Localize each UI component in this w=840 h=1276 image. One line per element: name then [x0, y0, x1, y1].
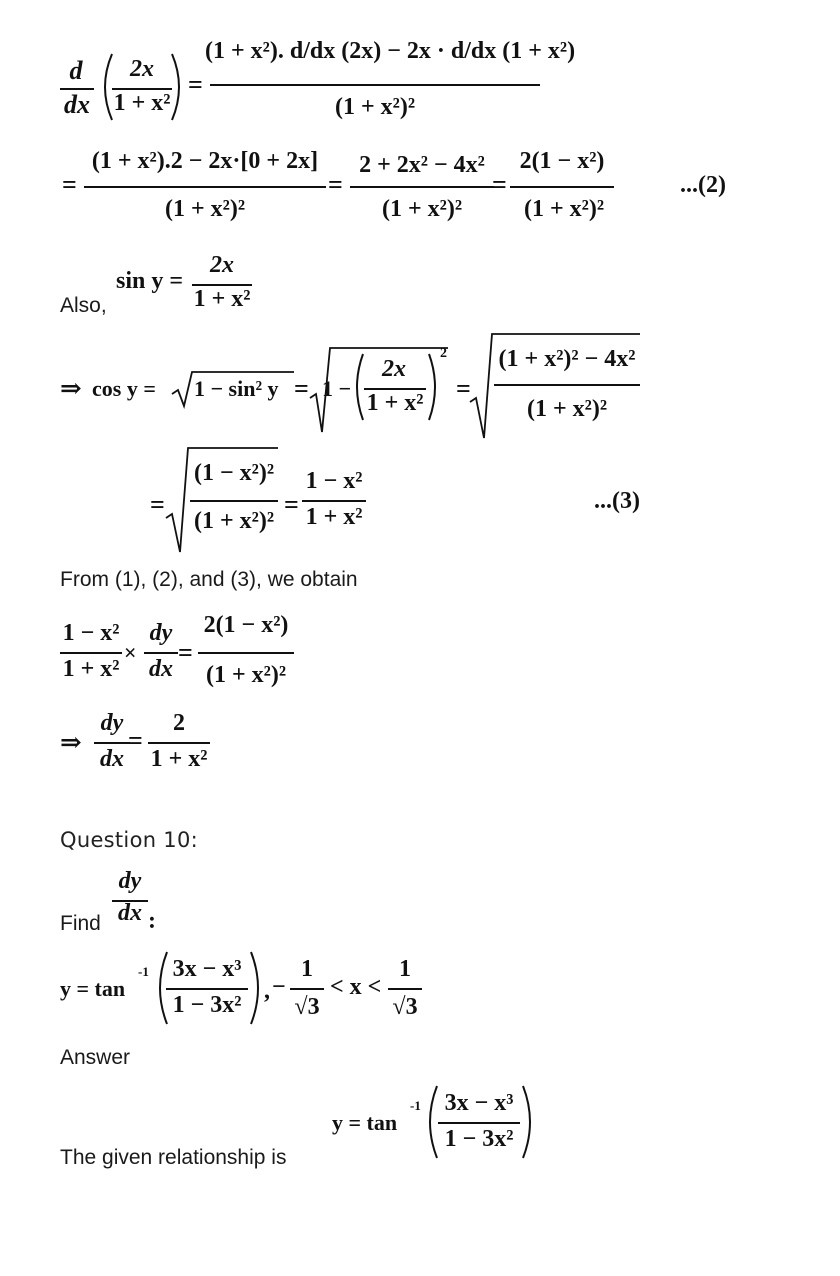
- inner-fraction-denominator: 1 + x²: [113, 90, 171, 116]
- find-label: Find: [60, 912, 101, 935]
- answer-label: Answer: [60, 1046, 131, 1069]
- equals-sign: =: [284, 490, 299, 519]
- dx-denominator: dx: [100, 746, 124, 772]
- fraction-bar: [510, 186, 614, 188]
- right-bound-numerator: 1: [399, 956, 411, 982]
- equation-tag-3: ...(3): [594, 488, 640, 514]
- rhs-denominator: (1 + x²)²: [334, 94, 416, 120]
- radicand-2-prefix: 1 −: [322, 376, 352, 401]
- inequality: < x <: [330, 974, 382, 1000]
- result-denominator: 1 + x²: [150, 746, 208, 772]
- step-fraction-2-numerator: 2 + 2x² − 4x²: [359, 152, 485, 178]
- minus-sign: −: [272, 974, 286, 1000]
- sin-denominator: 1 + x²: [193, 286, 251, 312]
- fraction-bar: [290, 988, 324, 990]
- equals-sign: =: [294, 374, 309, 403]
- comma: ,: [264, 978, 270, 1004]
- root-denominator: (1 + x²)²: [193, 508, 275, 534]
- also-label: Also,: [60, 294, 107, 317]
- fraction-a-denominator: 1 + x²: [62, 656, 120, 682]
- inverse-exponent: -1: [410, 1098, 421, 1113]
- right-paren-icon: [426, 352, 442, 422]
- cos-result-denominator: 1 + x²: [305, 504, 363, 530]
- inner-fraction-numerator: 2x: [382, 356, 406, 382]
- colon: :: [148, 908, 156, 934]
- given-relationship-text: The given relationship is: [60, 1146, 287, 1169]
- left-bound-numerator: 1: [301, 956, 313, 982]
- fraction-b-denominator: dx: [149, 656, 173, 682]
- rhs-numerator: (1 + x²). d/dx (2x) − 2x · d/dx (1 + x²): [205, 38, 576, 64]
- radicand-1: 1 − sin² y: [194, 376, 279, 401]
- fraction-bar: [190, 500, 278, 502]
- right-paren-icon: [168, 52, 188, 122]
- y-equals-tan: y = tan: [60, 976, 126, 1001]
- equals-sign: =: [492, 170, 507, 199]
- d-operator-denominator: dx: [64, 90, 90, 119]
- equals-sign: =: [456, 374, 471, 403]
- times-sign: ×: [124, 640, 137, 665]
- cos-result-numerator: 1 − x²: [305, 468, 363, 494]
- from-text: From (1), (2), and (3), we obtain: [60, 568, 358, 591]
- fraction-bar: [94, 742, 130, 744]
- fraction-bar: [350, 186, 494, 188]
- step-fraction-1-numerator: (1 + x²).2 − 2x·[0 + 2x]: [91, 148, 319, 174]
- equals-sign: =: [178, 638, 193, 667]
- inner-fraction-denominator: 1 + x²: [366, 390, 424, 416]
- equals-sign: =: [128, 726, 143, 755]
- right-paren-icon: [520, 1084, 538, 1160]
- fraction-bar: [302, 500, 366, 502]
- fraction-c-numerator: 2(1 − x²): [203, 612, 289, 638]
- exponent-2: 2: [440, 346, 447, 361]
- root-numerator: (1 − x²)²: [193, 460, 275, 486]
- dy-numerator: dy: [100, 710, 124, 736]
- arg-denominator: 1 − 3x²: [172, 992, 242, 1018]
- equals-sign: =: [62, 170, 77, 199]
- dx-denominator: dx: [118, 900, 142, 926]
- right-bound-denominator: √3: [392, 994, 418, 1020]
- fraction-bar: [148, 742, 210, 744]
- equation-tag-2: ...(2): [680, 172, 726, 198]
- fraction-bar: [494, 384, 640, 386]
- radicand-3-numerator: (1 + x²)² − 4x²: [498, 346, 636, 372]
- result-numerator: 2: [173, 710, 185, 736]
- dy-numerator: dy: [118, 868, 142, 894]
- cos-lhs: cos y =: [92, 376, 156, 401]
- fraction-bar: [84, 186, 326, 188]
- sin-lhs: sin y =: [116, 268, 184, 294]
- implies-icon: ⇒: [60, 374, 82, 403]
- fraction-bar: [166, 988, 248, 990]
- arg-numerator: 3x − x³: [444, 1090, 514, 1116]
- fraction-bar: [60, 652, 122, 654]
- inverse-exponent: -1: [138, 964, 149, 979]
- equals-sign: =: [150, 490, 165, 519]
- step-fraction-2-denominator: (1 + x²)²: [381, 196, 463, 222]
- arg-denominator: 1 − 3x²: [444, 1126, 514, 1152]
- radicand-3-denominator: (1 + x²)²: [526, 396, 608, 422]
- fraction-bar: [144, 652, 178, 654]
- fraction-bar: [438, 1122, 520, 1124]
- fraction-c-denominator: (1 + x²)²: [205, 662, 287, 688]
- left-bound-denominator: √3: [294, 994, 320, 1020]
- implies-icon: ⇒: [60, 728, 82, 757]
- step-fraction-1-denominator: (1 + x²)²: [164, 196, 246, 222]
- fraction-bar: [210, 84, 540, 86]
- fraction-bar: [388, 988, 422, 990]
- question-title: Question 10:: [60, 828, 198, 852]
- step-fraction-3-denominator: (1 + x²)²: [523, 196, 605, 222]
- arg-numerator: 3x − x³: [172, 956, 242, 982]
- y-equals-tan: y = tan: [332, 1110, 398, 1135]
- inner-fraction-numerator: 2x: [130, 56, 154, 82]
- equals-sign: =: [328, 170, 343, 199]
- equals-sign: =: [188, 70, 203, 99]
- fraction-bar: [198, 652, 294, 654]
- fraction-b-numerator: dy: [149, 620, 173, 646]
- step-fraction-3-numerator: 2(1 − x²): [519, 148, 605, 174]
- d-operator-numerator: d: [69, 56, 83, 85]
- sin-numerator: 2x: [210, 252, 234, 278]
- fraction-a-numerator: 1 − x²: [62, 620, 120, 646]
